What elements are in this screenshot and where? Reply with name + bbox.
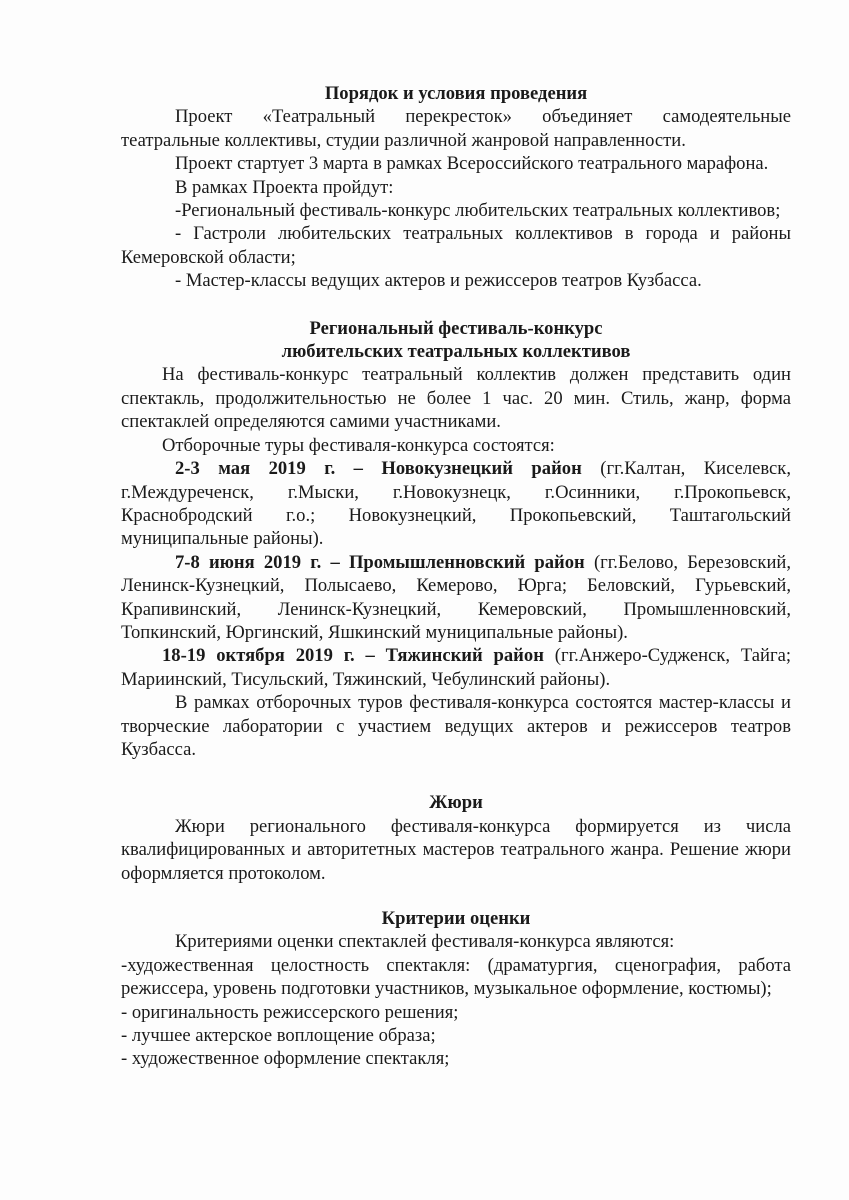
order-item-festival: -Региональный фестиваль-конкурс любительских театральных коллективов; [175,200,781,222]
tour-date-1: 2-3 мая 2019 г. – Новокузнецкий район [175,458,582,480]
document-body [121,82,791,1071]
section-title-order: Порядок и условия проведения [324,83,588,104]
section-title-festival-line2: любительских театральных коллективов [281,341,631,363]
tour-date-3: 18-19 октября 2019 г. – Тяжинский район [162,645,544,667]
tour-paragraph-3 [121,644,791,691]
order-paragraph-1: Проект «Театральный перекресток» объединяет самодеятельные театральные коллективы, студии различной жанровой направленности. [121,106,791,151]
criteria-item-acting: - лучшее актерское воплощение образа; [121,1025,436,1047]
tour-paragraph-1 [121,457,791,551]
jury-paragraph-1: Жюри регионального фестиваля-конкурса формируется из числа квалифицированных и авторитетных мастеров театрального жанра. Решение жюри оформляется протоколом. [121,815,791,884]
tour-details-3: (гг.Анжеро-Судженск, Тайга; Мариинский, Тисульский, Тяжинский, Чебулинский районы). [121,645,792,690]
criteria-paragraph-1: Критериями оценки спектаклей фестиваля-конкурса являются: [175,931,675,953]
tour-paragraph-2 [121,551,791,645]
tour-date-2: 7-8 июня 2019 г. – Промышленновский район [175,551,585,573]
criteria-item-design: - художественное оформление спектакля; [121,1048,450,1070]
tour-details-2: (гг.Белово, Березовский, Ленинск-Кузнецкий, Полысаево, Кемерово, Юрга; Беловский, Гурьевский, Крапивинский, Ленинск-Кузнецкий, Кемеровский, Промышленновский, Топкинский, Юргинский, Яшкинский муниципальные районы). [121,551,791,643]
tour-details-1: (гг.Калтан, Киселевск, г.Междуреченск, г.Мыски, г.Новокузнецк, г.Осинники, г.Прокопьевск, Краснобродский г.о.; Новокузнецкий, Прокопьевский, Таштагольский муниципальные районы). [121,458,791,550]
festival-paragraph-3: В рамках отборочных туров фестиваля-конкурса состоятся мастер-классы и творческие лаборатории с участием ведущих актеров и режиссеров театров Кузбасса. [121,692,791,760]
section-title-criteria: Критерии оценки [381,908,531,929]
order-paragraph-2: Проект стартует 3 марта в рамках Всероссийского театрального марафона. [175,153,769,175]
section-spacer [121,293,791,317]
section-spacer [121,761,791,791]
order-paragraph-3: В рамках Проекта пройдут: [175,176,394,198]
section-title-festival-line1: Региональный фестиваль-конкурс [309,317,603,339]
criteria-item-integrity: -художественная целостность спектакля: (драматургия, сценография, работа режиссера, уровень подготовки участников, музыкальное оформление, костюмы); [121,954,791,1000]
section-title-jury: Жюри [429,792,483,814]
order-item-masterclasses: - Мастер-классы ведущих актеров и режиссеров театров Кузбасса. [175,270,702,292]
festival-paragraph-2: Отборочные туры фестиваля-конкурса состоятся: [162,434,555,456]
festival-paragraph-1: На фестиваль-конкурс театральный коллектив должен представить один спектакль, продолжительностью не более 1 час. 20 мин. Стиль, жанр, форма спектаклей определяются самими участниками. [121,364,791,433]
criteria-item-originality: - оригинальность режиссерского решения; [121,1001,459,1023]
section-spacer [121,885,791,907]
order-item-tours: - Гастроли любительских театральных коллективов в города и районы Кемеровской области; [121,223,791,268]
